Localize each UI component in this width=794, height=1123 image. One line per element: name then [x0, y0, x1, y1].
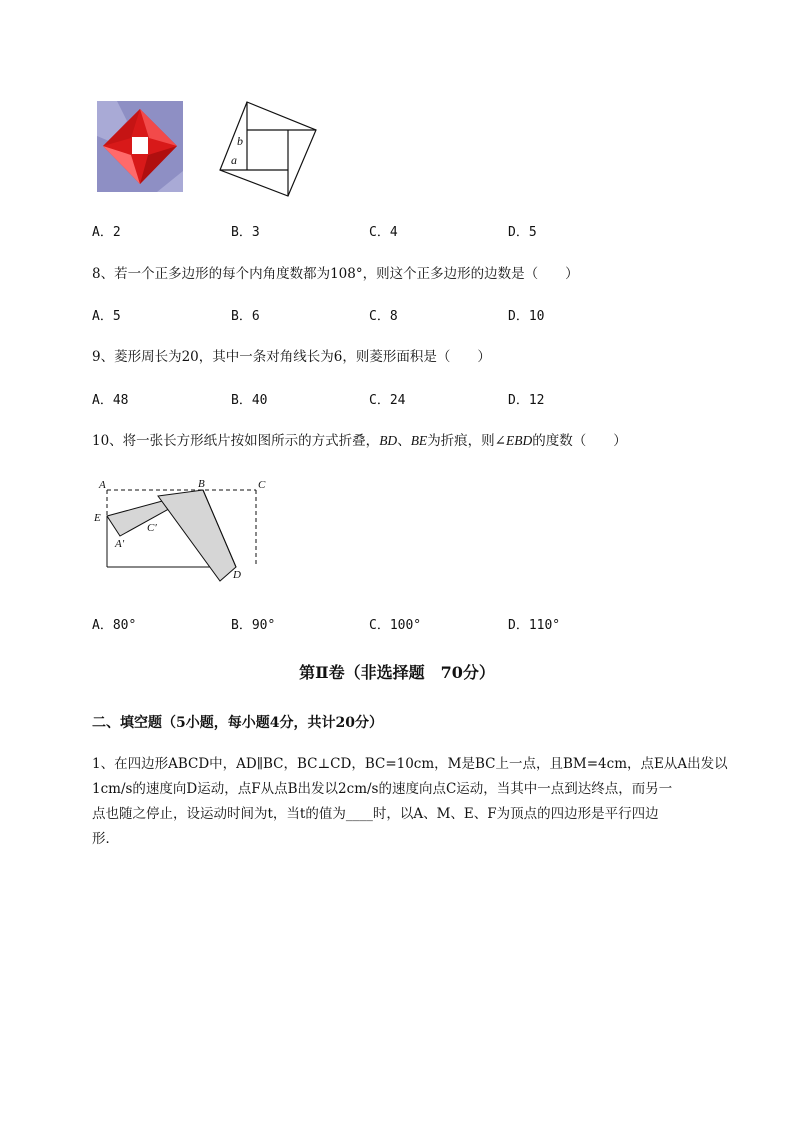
q10-option-d: D．110° — [508, 618, 561, 633]
q9-option-a: A．48 — [92, 393, 129, 408]
fill-question-1-line-4: 形． — [92, 831, 119, 847]
q10-suffix: 的度数（ ） — [532, 433, 627, 449]
q10-option-b: B．90° — [231, 618, 276, 633]
q10-option-c: C．100° — [369, 618, 422, 633]
q7-option-d: D．5 — [508, 225, 537, 240]
q8-option-c: C．8 — [369, 309, 398, 324]
section-2-title: 第Ⅱ卷（非选择题 70分） — [299, 663, 495, 682]
q10-sep: 、 — [397, 433, 411, 449]
label-A-prime: A′ — [115, 538, 125, 550]
label-C: C — [258, 479, 266, 491]
q7-option-b: B．3 — [231, 225, 260, 240]
question-8-text: 8、若一个正多边形的每个内角度数都为108°，则这个正多边形的边数是（ ） — [92, 266, 579, 282]
question-10-text — [92, 429, 627, 449]
label-D: D — [233, 569, 241, 581]
label-A: A — [99, 479, 106, 491]
fill-question-1-line-3: 点也随之停止，设运动时间为t，当t的值为____时，以A、M、E、F为顶点的四边形是平行四边 — [92, 806, 659, 822]
label-B: B — [198, 478, 205, 490]
label-b: b — [237, 134, 243, 148]
fill-question-1 — [92, 752, 737, 852]
q7-option-a: A．2 — [92, 225, 121, 240]
q10-option-a: A．80° — [92, 618, 137, 633]
fill-question-1-line-2: 1cm/s的速度向D运动，点F从点B出发以2cm/s的速度向点C运动，当其中一点到达终点，而另一 — [92, 781, 673, 797]
label-E: E — [94, 512, 101, 524]
q10-prefix: 10、将一张长方形纸片按如图所示的方式折叠， — [92, 433, 380, 449]
question-9-text: 9、菱形周长为20，其中一条对角线长为6，则菱形面积是（ ） — [92, 349, 491, 365]
label-a: a — [231, 153, 237, 167]
q9-option-c: C．24 — [369, 393, 406, 408]
fill-in-heading: 二、填空题（5小题，每小题4分，共计20分） — [92, 715, 383, 731]
q8-option-d: D．10 — [508, 309, 545, 324]
q10-angle: EBD — [506, 433, 533, 448]
q10-fold2: BE — [410, 433, 428, 448]
label-C-prime: C′ — [147, 522, 157, 534]
q7-option-c: C．4 — [369, 225, 398, 240]
q10-mid: 为折痕，则∠ — [427, 433, 506, 449]
q8-option-a: A．5 — [92, 309, 121, 324]
q9-option-b: B．40 — [231, 393, 268, 408]
q10-fold1: BD — [379, 433, 398, 448]
fill-question-1-line-1: 1、在四边形ABCD中，AD∥BC，BC⊥CD，BC=10cm，M是BC上一点，且BM=4cm，点E从A出发以 — [92, 756, 728, 772]
pinwheel-figure — [97, 101, 183, 192]
chord-square-figure — [218, 100, 320, 198]
q8-option-b: B．6 — [231, 309, 260, 324]
q9-option-d: D．12 — [508, 393, 545, 408]
folding-figure — [90, 476, 275, 586]
